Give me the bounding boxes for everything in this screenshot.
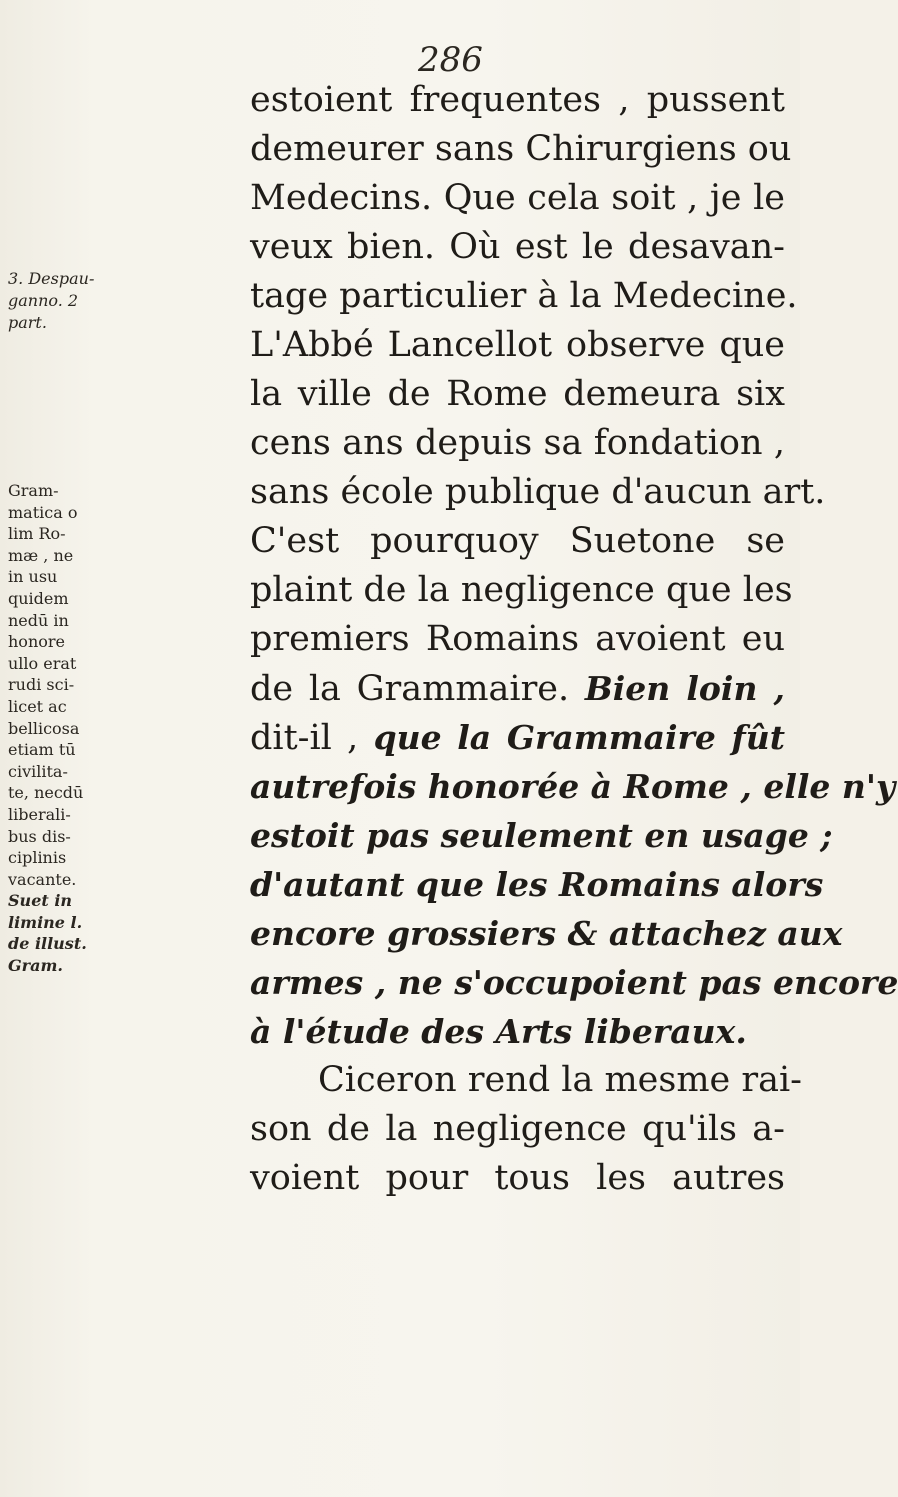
marginal-note-line: in usu bbox=[8, 567, 58, 587]
quote-line: autrefois honorée à Rome , elle n'y bbox=[250, 767, 896, 806]
quote-segment: Bien loin , bbox=[584, 669, 785, 708]
text-line-mixed bbox=[250, 664, 785, 713]
marginal-note-line: de illust. bbox=[8, 934, 87, 954]
marginal-note-line: lim Ro- bbox=[8, 524, 66, 544]
quote-line: d'autant que les Romains alors bbox=[250, 865, 824, 904]
quote-segment: que la Grammaire fût bbox=[373, 718, 785, 757]
text-line: son de la negligence qu'ils a- bbox=[250, 1109, 785, 1149]
text-line: cens ans depuis sa fondation , bbox=[250, 423, 785, 463]
text-line: estoient frequentes , pussent bbox=[250, 80, 785, 120]
page-number: 286 bbox=[418, 40, 483, 80]
quote-line: armes , ne s'occupoient pas encore bbox=[250, 963, 898, 1002]
marginal-note-line: te, necdū bbox=[8, 783, 84, 803]
marginal-note-line: ullo erat bbox=[8, 653, 77, 673]
marginal-note-line: ganno. 2 bbox=[8, 291, 79, 310]
text-line-mixed bbox=[250, 713, 785, 762]
quote-line: estoit pas seulement en usage ; bbox=[250, 816, 833, 855]
body-text bbox=[250, 76, 898, 1203]
marginal-note-line: ciplinis bbox=[8, 848, 67, 868]
text-line: tage particulier à la Medecine. bbox=[250, 276, 798, 316]
marginal-note-line: civilita- bbox=[8, 761, 68, 781]
quote-line: à l'étude des Arts liberaux. bbox=[250, 1012, 747, 1051]
text-line: sans école publique d'aucun art. bbox=[250, 472, 826, 512]
text-line: Medecins. Que cela soit , je le bbox=[250, 178, 785, 218]
marginal-note-line: mæ , ne bbox=[8, 545, 74, 565]
marginal-note-line: rudi sci- bbox=[8, 675, 75, 695]
marginal-note-line: bellicosa bbox=[8, 718, 80, 738]
marginal-note-line: Suet in bbox=[8, 891, 73, 911]
text-segment: dit-il , bbox=[250, 718, 359, 758]
marginal-note-line: nedū in bbox=[8, 610, 69, 630]
marginal-note-line: vacante. bbox=[8, 869, 77, 889]
marginal-note-line: licet ac bbox=[8, 696, 67, 716]
text-line: L'Abbé Lancellot observe que bbox=[250, 325, 785, 365]
marginal-note-line: liberali- bbox=[8, 804, 71, 824]
text-line: Ciceron rend la mesme rai- bbox=[318, 1060, 802, 1100]
text-line: veux bien. Où est le desavan- bbox=[250, 227, 785, 267]
marginal-note-line: Gram. bbox=[8, 956, 63, 976]
text-line: la ville de Rome demeura six bbox=[250, 374, 785, 414]
marginal-note-line: honore bbox=[8, 632, 65, 652]
text-line: demeurer sans Chirurgiens ou bbox=[250, 129, 792, 169]
text-line: C'est pourquoy Suetone se bbox=[250, 521, 785, 561]
marginal-note-line: bus dis- bbox=[8, 826, 71, 846]
quote-line: encore grossiers & attachez aux bbox=[250, 914, 843, 953]
marginal-note-line: Gram- bbox=[8, 481, 59, 500]
text-segment: de la Grammaire. bbox=[250, 669, 570, 709]
marginal-note-line: limine l. bbox=[8, 912, 83, 932]
marginal-note-line: matica o bbox=[8, 502, 78, 522]
marginal-note-line: part. bbox=[8, 313, 47, 332]
text-line: plaint de la negligence que les bbox=[250, 570, 793, 610]
text-line: premiers Romains avoient eu bbox=[250, 619, 785, 659]
marginal-note-despautere bbox=[8, 268, 100, 334]
marginal-note-line: etiam tū bbox=[8, 740, 76, 760]
marginal-note-suetonius-quote bbox=[8, 480, 100, 977]
marginal-note-line: quidem bbox=[8, 588, 69, 608]
marginal-note-line: 3. Despau- bbox=[8, 269, 95, 288]
text-line: voient pour tous les autres bbox=[250, 1158, 785, 1198]
